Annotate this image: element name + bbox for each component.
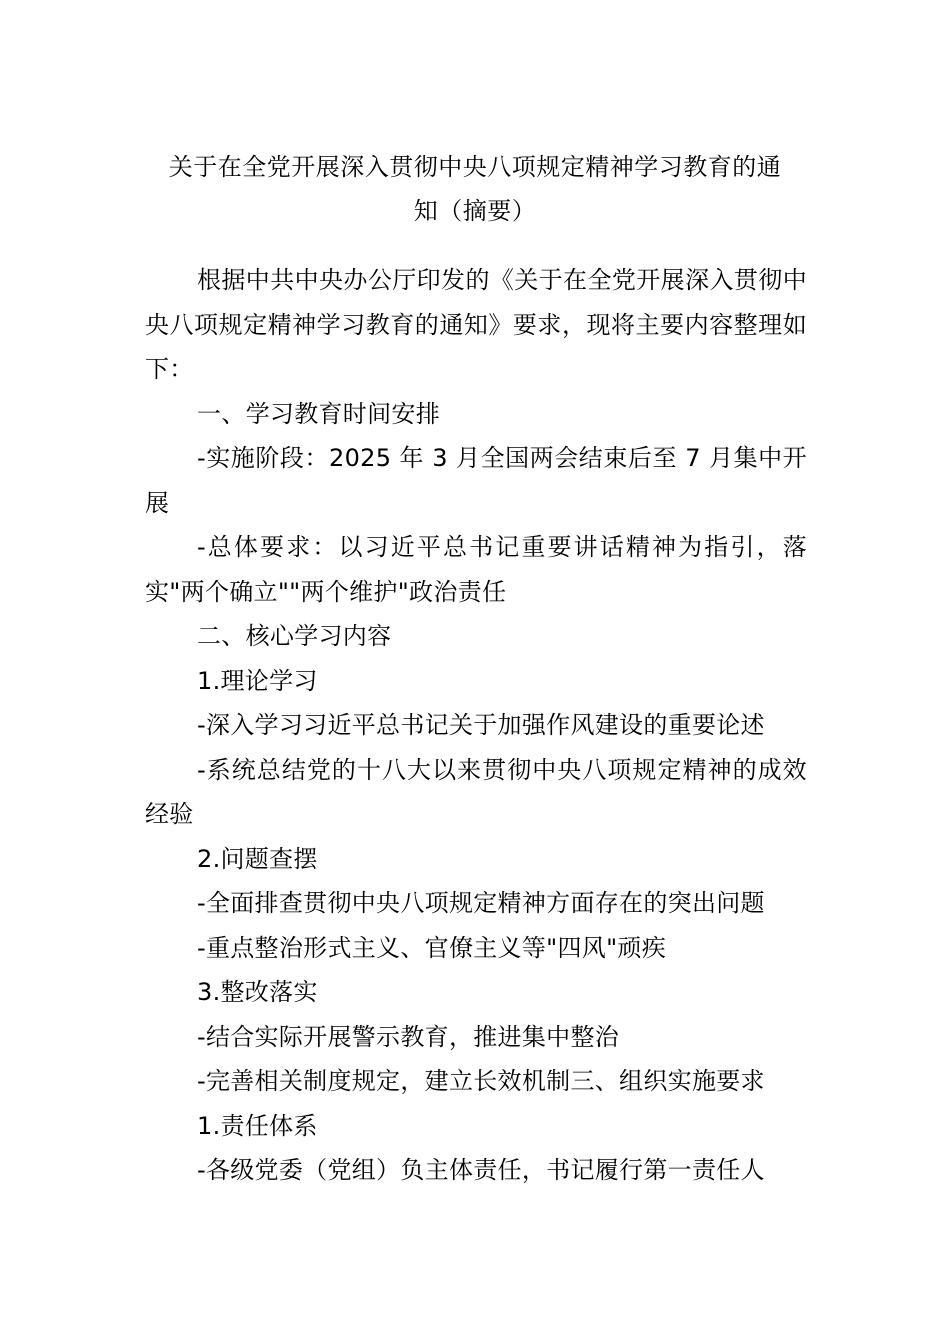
- document-body: [145, 258, 807, 1193]
- title-line-1: 关于在全党开展深入贯彻中央八项规定精神学习教育的通: [168, 153, 782, 181]
- subheading-theory: 1.理论学习: [197, 666, 318, 695]
- schedule-requirement-item: -总体要求：以习近平总书记重要讲话精神为指引，落实"两个确立""两个维护"政治责任: [145, 533, 807, 606]
- intro-paragraph: 根据中共中央办公厅印发的《关于在全党开展深入贯彻中央八项规定精神学习教育的通知》要求，现将主要内容整理如下：: [145, 266, 807, 383]
- subheading-problems: 2.问题查摆: [197, 844, 318, 873]
- section-heading-content: 二、核心学习内容: [197, 622, 392, 650]
- subheading-rectification: 3.整改落实: [197, 978, 318, 1006]
- subheading-responsibility: 1.责任体系: [197, 1111, 318, 1140]
- section-heading-schedule: 一、学习教育时间安排: [197, 399, 440, 428]
- document-title: [145, 145, 805, 233]
- theory-item-2: -系统总结党的十八大以来贯彻中央八项规定精神的成效经验: [145, 755, 807, 828]
- problems-item-1: -全面排查贯彻中央八项规定精神方面存在的突出问题: [197, 889, 765, 917]
- problems-item-2: -重点整治形式主义、官僚主义等"四风"顽疾: [197, 933, 667, 962]
- schedule-implementation-item: -实施阶段：2025 年 3 月全国两会结束后至 7 月集中开展: [145, 444, 807, 517]
- theory-item-1: -深入学习习近平总书记关于加强作风建设的重要论述: [197, 711, 765, 739]
- responsibility-item-1: -各级党委（党组）负主体责任，书记履行第一责任人: [197, 1156, 765, 1184]
- rectification-item-1: -结合实际开展警示教育，推进集中整治: [197, 1022, 620, 1051]
- title-line-2: 知（摘要）: [413, 197, 537, 225]
- rectification-item-2: -完善相关制度规定，建立长效机制三、组织实施要求: [197, 1067, 765, 1095]
